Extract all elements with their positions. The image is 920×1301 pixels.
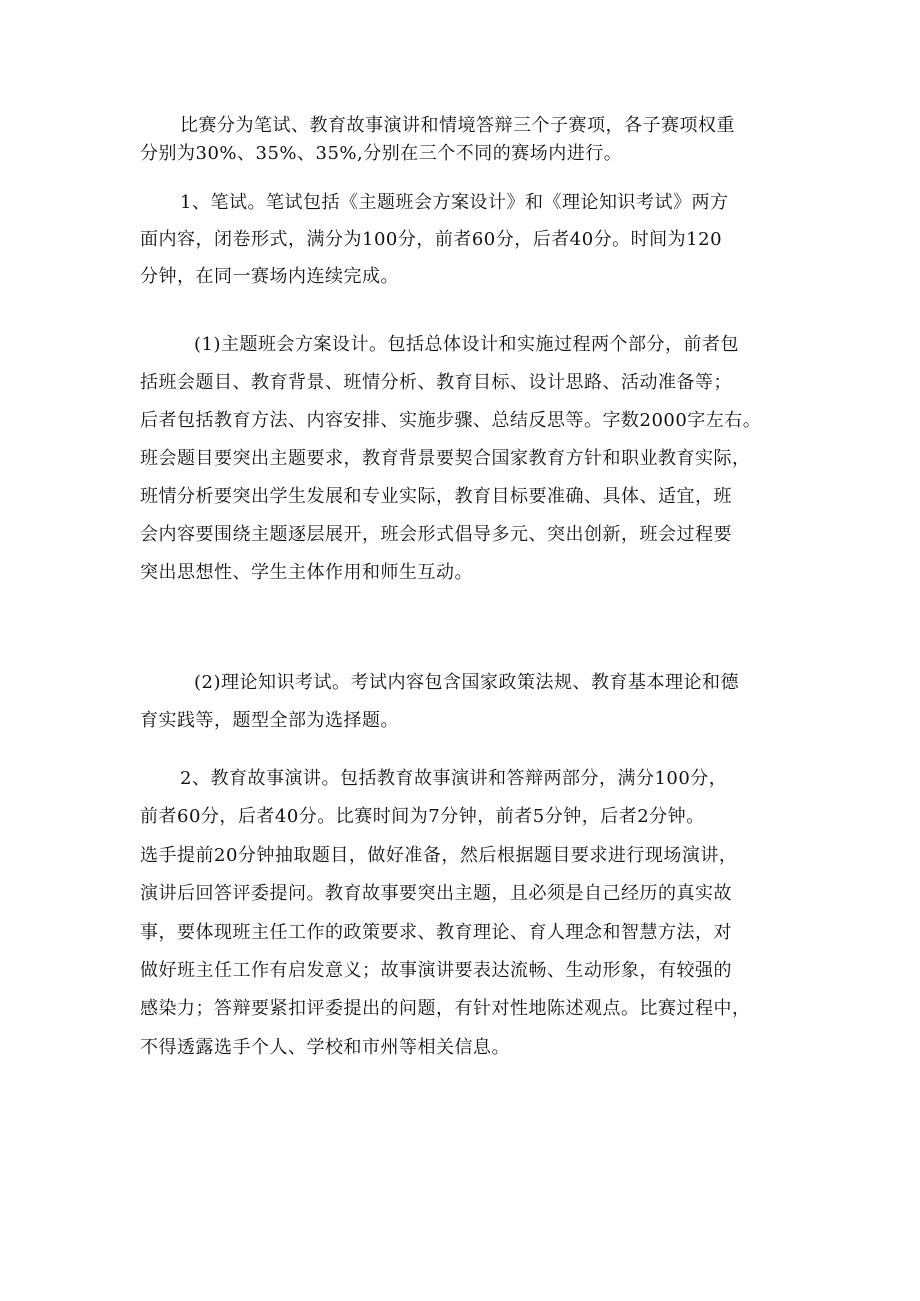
- text-line: (2)理论知识考试。考试内容包含国家政策法规、教育基本理论和德: [194, 672, 739, 693]
- text-line: 班会题目要突出主题要求，教育背景要契合国家教育方针和职业教育实际，: [140, 448, 751, 469]
- text-line: (1)主题班会方案设计。包括总体设计和实施过程两个部分，前者包: [194, 334, 739, 355]
- text-line: 感染力；答辩要紧扣评委提出的问题，有针对性地陈述观点。比赛过程中，: [140, 998, 751, 1020]
- text-line: 括班会题目、教育背景、班情分析、教育目标、设计思路、活动准备等；: [140, 372, 732, 393]
- text-line: 前者60分，后者40分。比赛时间为7分钟，前者5分钟，后者2分钟。: [140, 806, 705, 828]
- paragraph-written-exam: [140, 184, 794, 295]
- text-line: 不得透露选手个人、学校和市州等相关信息。: [140, 1036, 510, 1058]
- text-line: 分别为30%、35%、35%,分别在三个不同的赛场内进行。: [140, 143, 623, 164]
- text-line: 班情分析要突出学生发展和专业实际，教育目标要准确、具体、适宜，班: [140, 486, 732, 507]
- text-line: 会内容要围绕主题逐层展开，班会形式倡导多元、突出创新，班会过程要: [140, 524, 732, 545]
- paragraph-education-story: [140, 760, 794, 1067]
- paragraph-theory-exam: [140, 664, 794, 740]
- paragraph-class-meeting-design: [140, 326, 794, 592]
- text-line: 突出思想性、学生主体作用和师生互动。: [140, 562, 473, 583]
- text-line: 后者包括教育方法、内容安排、实施步骤、总结反思等。字数2000字左右。: [140, 410, 762, 431]
- text-line: 1、笔试。笔试包括《主题班会方案设计》和《理论知识考试》两方: [180, 192, 729, 213]
- text-line: 面内容，闭卷形式，满分为100分，前者60分，后者40分。时间为120: [140, 229, 723, 250]
- text-line: 比赛分为笔试、教育故事演讲和情境答辩三个子赛项，各子赛项权重: [180, 115, 735, 136]
- text-line: 做好班主任工作有启发意义；故事演讲要表达流畅、生动形象，有较强的: [140, 960, 732, 982]
- text-line: 2、教育故事演讲。包括教育故事演讲和答辩两部分，满分100分，: [180, 768, 728, 789]
- text-line: 选手提前20分钟抽取题目，做好准备，然后根据题目要求进行现场演讲，: [140, 844, 738, 866]
- paragraph-intro: [140, 112, 794, 168]
- text-line: 事，要体现班主任工作的政策要求、教育理论、育人理念和智慧方法，对: [140, 921, 732, 943]
- text-line: 分钟，在同一赛场内连续完成。: [140, 266, 399, 287]
- text-line: 演讲后回答评委提问。教育故事要突出主题，且必须是自己经历的真实故: [140, 883, 732, 905]
- text-line: 育实践等，题型全部为选择题。: [140, 710, 399, 731]
